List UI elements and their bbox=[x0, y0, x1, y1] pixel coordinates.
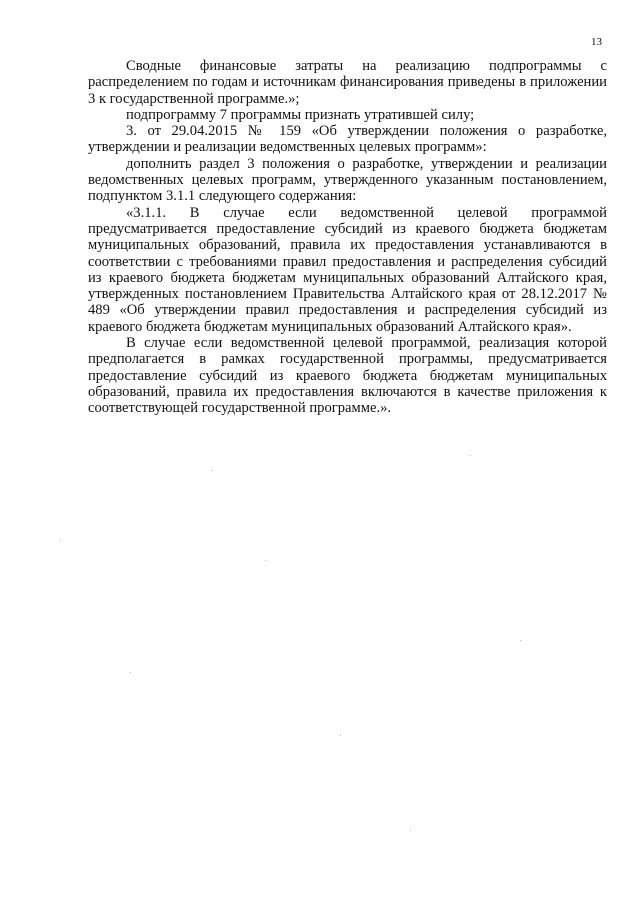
scan-speck bbox=[265, 560, 266, 561]
scan-speck bbox=[212, 470, 213, 471]
paragraph-subprogram-7: подпрограмму 7 программы признать утратившей силу; bbox=[126, 106, 475, 123]
paragraph-financial-costs: Сводные финансовые затраты на реализацию подпрограммы с распределением по годам и источникам финансирования приведены в приложении 3 к государственной программе.»; bbox=[88, 58, 607, 107]
paragraph-supplement-section-3: дополнить раздел 3 положения о разработке, утверждении и реализации ведомственных целевых программ, утвержденного указанным постановлением, подпунктом 3.1.1 следующего содержания: bbox=[88, 155, 607, 205]
paragraph-item-3: 3. от 29.04.2015 № 159 «Об утверждении положения о разработке, утверждении и реализации ведомственных целевых программ»: bbox=[88, 123, 607, 156]
paragraph-subclause-3-1-1: «3.1.1. В случае если ведомственной целевой программой предусматривается предоставление субсидий из краевого бюджета бюджетам муниципальных образований, правила их предоставления устанавливаются в соответствии с требованиями правил предоставления и распределения субсидий из краевого бюджета бюджетам муниципальных образований Алтайского края, утвержденных постановлением Правительства Алтайского края от 28.12.2017 № 489 «Об утверждении правил предоставления и распределения субсидий из краевого бюджета бюджетам муниципальных образований Алтайского края». bbox=[88, 204, 607, 335]
scan-speck bbox=[130, 672, 131, 673]
scan-speck bbox=[520, 640, 521, 641]
page-number: 13 bbox=[591, 36, 602, 48]
scan-speck bbox=[470, 455, 471, 456]
paragraph-appendix-rule: В случае если ведомственной целевой программой, реализация которой предполагается в рамках государственной программы, предусматривается предоставление субсидий из краевого бюджета бюджетам муниципальных образований, правила их предоставления включаются в качестве приложения к соответствующей государственной программе.». bbox=[88, 335, 607, 417]
scan-speck bbox=[340, 735, 341, 736]
scan-speck bbox=[410, 830, 411, 831]
scan-speck bbox=[60, 540, 61, 541]
document-body bbox=[88, 58, 607, 417]
